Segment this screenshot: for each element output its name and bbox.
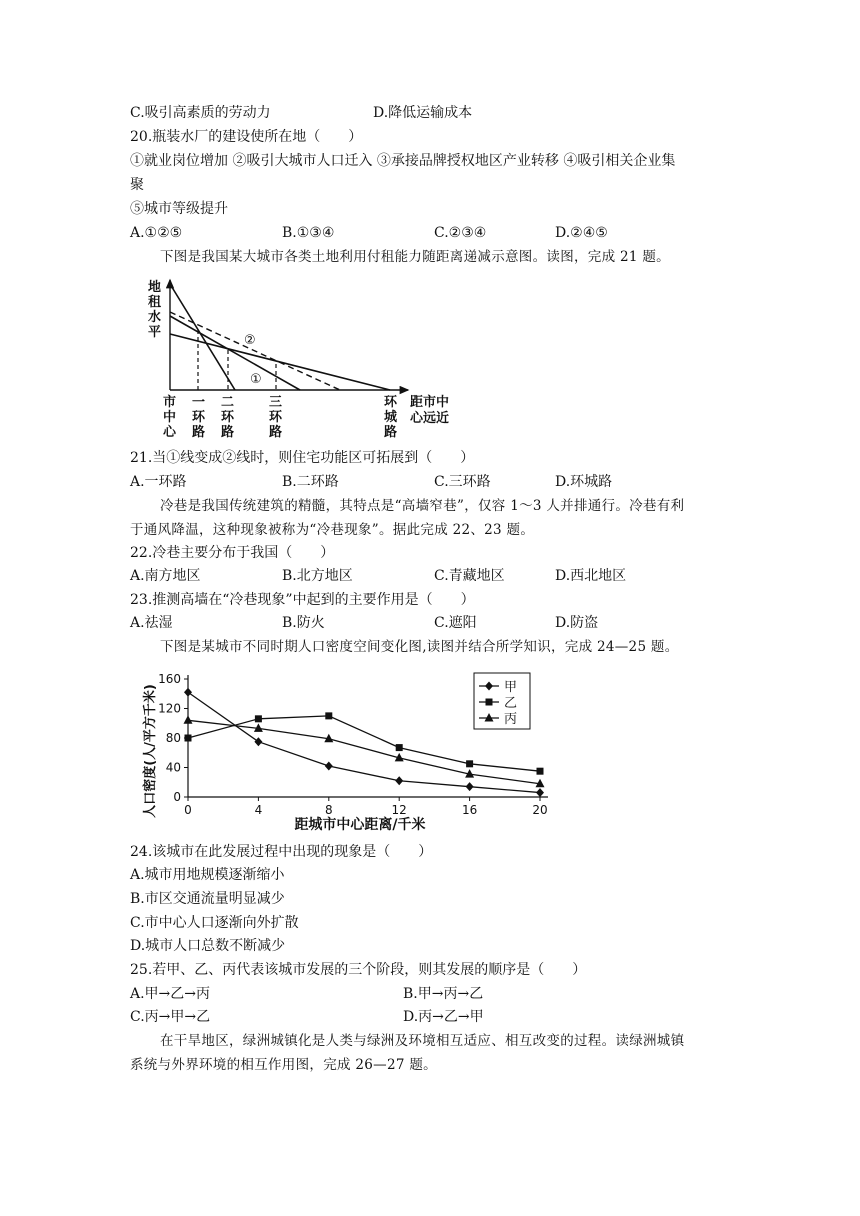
q24-option-c: C.市中心人口逐渐向外扩散 <box>130 915 299 931</box>
q23-option-d: D.防盗 <box>555 615 599 631</box>
data-point-square <box>325 712 332 719</box>
x-tick-label: 12 <box>391 803 407 817</box>
intro-q22-line1: 冷巷是我国传统建筑的精髓，其特点是“高墙窄巷”，仅容 1～3 人并排通行。冷巷有利 <box>160 498 685 514</box>
q20-option-a: A.①②⑤ <box>130 225 183 241</box>
x-tick-label: 16 <box>461 803 478 817</box>
rent-line-1 <box>170 316 300 390</box>
data-point-square <box>537 768 544 775</box>
x-tick-label: 4 <box>254 803 263 817</box>
q24-option-a: A.城市用地规模逐渐缩小 <box>130 867 285 883</box>
data-point-triangle <box>184 715 193 724</box>
q24-option-d: D.城市人口总数不断减少 <box>130 938 286 954</box>
q25-stem: 25.若甲、乙、丙代表该城市发展的三个阶段，则其发展的顺序是（ ） <box>130 962 587 978</box>
line-2-label: ② <box>244 333 256 348</box>
population-density-chart <box>140 665 560 837</box>
tick-city-center: 市中心 <box>163 395 177 440</box>
intro-q26-line1: 在干旱地区，绿洲城镇化是人类与绿洲及环境相互适应、相互改变的过程。读绿洲城镇 <box>160 1033 685 1049</box>
y-tick-label: 80 <box>165 731 181 745</box>
q22-option-b: B.北方地区 <box>282 568 353 584</box>
rent-y-label: 地租水平 <box>148 280 162 340</box>
q20-option-c: C.②③④ <box>434 225 487 241</box>
intro-q24: 下图是某城市不同时期人口密度空间变化图,读图并结合所学知识，完成 24—25 题。 <box>160 639 679 655</box>
data-point-square <box>486 699 493 706</box>
x-tick-label: 0 <box>184 803 192 817</box>
legend-label: 甲 <box>504 680 518 695</box>
data-point-diamond <box>536 788 544 797</box>
legend-box <box>474 673 530 729</box>
q21-stem: 21.当①线变成②线时，则住宅功能区可拓展到（ ） <box>130 450 475 466</box>
y-axis-title: 人口密度(人/平方千米) <box>143 684 158 818</box>
q22-option-a: A.南方地区 <box>130 568 201 584</box>
q19-option-c: C.吸引高素质的劳动力 <box>130 105 271 121</box>
data-point-diamond <box>254 737 262 746</box>
x-tick-label: 8 <box>324 803 333 817</box>
data-point-diamond <box>325 762 333 771</box>
q20-stem: 20.瓶装水厂的建设使所在地（ ） <box>130 129 363 145</box>
q20-items-line2: ⑤城市等级提升 <box>130 201 228 217</box>
y-tick-label: 120 <box>158 701 181 716</box>
q25-option-c: C.丙→甲→乙 <box>130 1009 211 1025</box>
q25-option-d: D.丙→乙→甲 <box>403 1009 484 1025</box>
tick-ring2: 二环路 <box>221 395 235 440</box>
q19-option-d: D.降低运输成本 <box>373 105 473 121</box>
q25-option-b: B.甲→丙→乙 <box>403 986 484 1002</box>
q21-option-b: B.二环路 <box>282 474 339 490</box>
data-point-square <box>466 760 473 767</box>
data-point-diamond <box>184 688 192 697</box>
q20-items-line1: ①就业岗位增加 ②吸引大城市人口迁入 ③承接品牌授权地区产业转移 ④吸引相关企业集 <box>130 153 676 169</box>
legend-label: 乙 <box>504 696 518 711</box>
intro-q21: 下图是我国某大城市各类土地利用付租能力随距离递减示意图。读图，完成 21 题。 <box>160 249 670 265</box>
data-point-square <box>396 744 403 751</box>
tick-ring3: 三环路 <box>269 395 283 440</box>
tick-outer-ring: 环城路 <box>384 395 398 440</box>
y-tick-label: 0 <box>173 790 181 804</box>
q21-option-a: A.一环路 <box>130 474 187 490</box>
y-tick-label: 160 <box>158 672 181 686</box>
legend-label: 丙 <box>504 712 518 727</box>
q22-option-c: C.青藏地区 <box>434 568 505 584</box>
q21-option-d: D.环城路 <box>555 474 613 490</box>
data-point-diamond <box>466 782 474 791</box>
y-tick-label: 40 <box>165 760 181 775</box>
q21-option-c: C.三环路 <box>434 474 491 490</box>
q23-option-b: B.防火 <box>282 615 325 631</box>
tick-ring1: 一环路 <box>192 395 206 440</box>
q22-stem: 22.冷巷主要分布于我国（ ） <box>130 545 335 561</box>
q20-items-line1-wrap: 聚 <box>130 177 144 193</box>
rent-x-label: 距市中 心远近 <box>410 395 450 426</box>
q20-option-d: D.②④⑤ <box>555 225 608 241</box>
line-1-label: ① <box>250 372 262 387</box>
data-point-square <box>255 715 262 722</box>
q23-option-a: A.祛湿 <box>130 615 173 631</box>
intro-q26-line2: 系统与外界环境的相互作用图，完成 26—27 题。 <box>130 1057 437 1073</box>
q25-option-a: A.甲→乙→丙 <box>130 986 211 1002</box>
q24-stem: 24.该城市在此发展过程中出现的现象是（ ） <box>130 844 433 860</box>
q24-option-b: B.市区交通流量明显减少 <box>130 891 285 907</box>
data-point-square <box>185 735 192 742</box>
x-axis-title: 距城市中心距离/千米 <box>294 817 426 833</box>
q22-option-d: D.西北地区 <box>555 568 627 584</box>
intro-q22-line2: 于通风降温，这种现象被称为“冷巷现象”。据此完成 22、23 题。 <box>130 522 535 538</box>
q23-stem: 23.推测高墙在“冷巷现象”中起到的主要作用是（ ） <box>130 592 475 608</box>
q23-option-c: C.遮阳 <box>434 615 477 631</box>
data-point-diamond <box>395 776 403 785</box>
x-tick-label: 20 <box>532 803 548 817</box>
q20-option-b: B.①③④ <box>282 225 335 241</box>
